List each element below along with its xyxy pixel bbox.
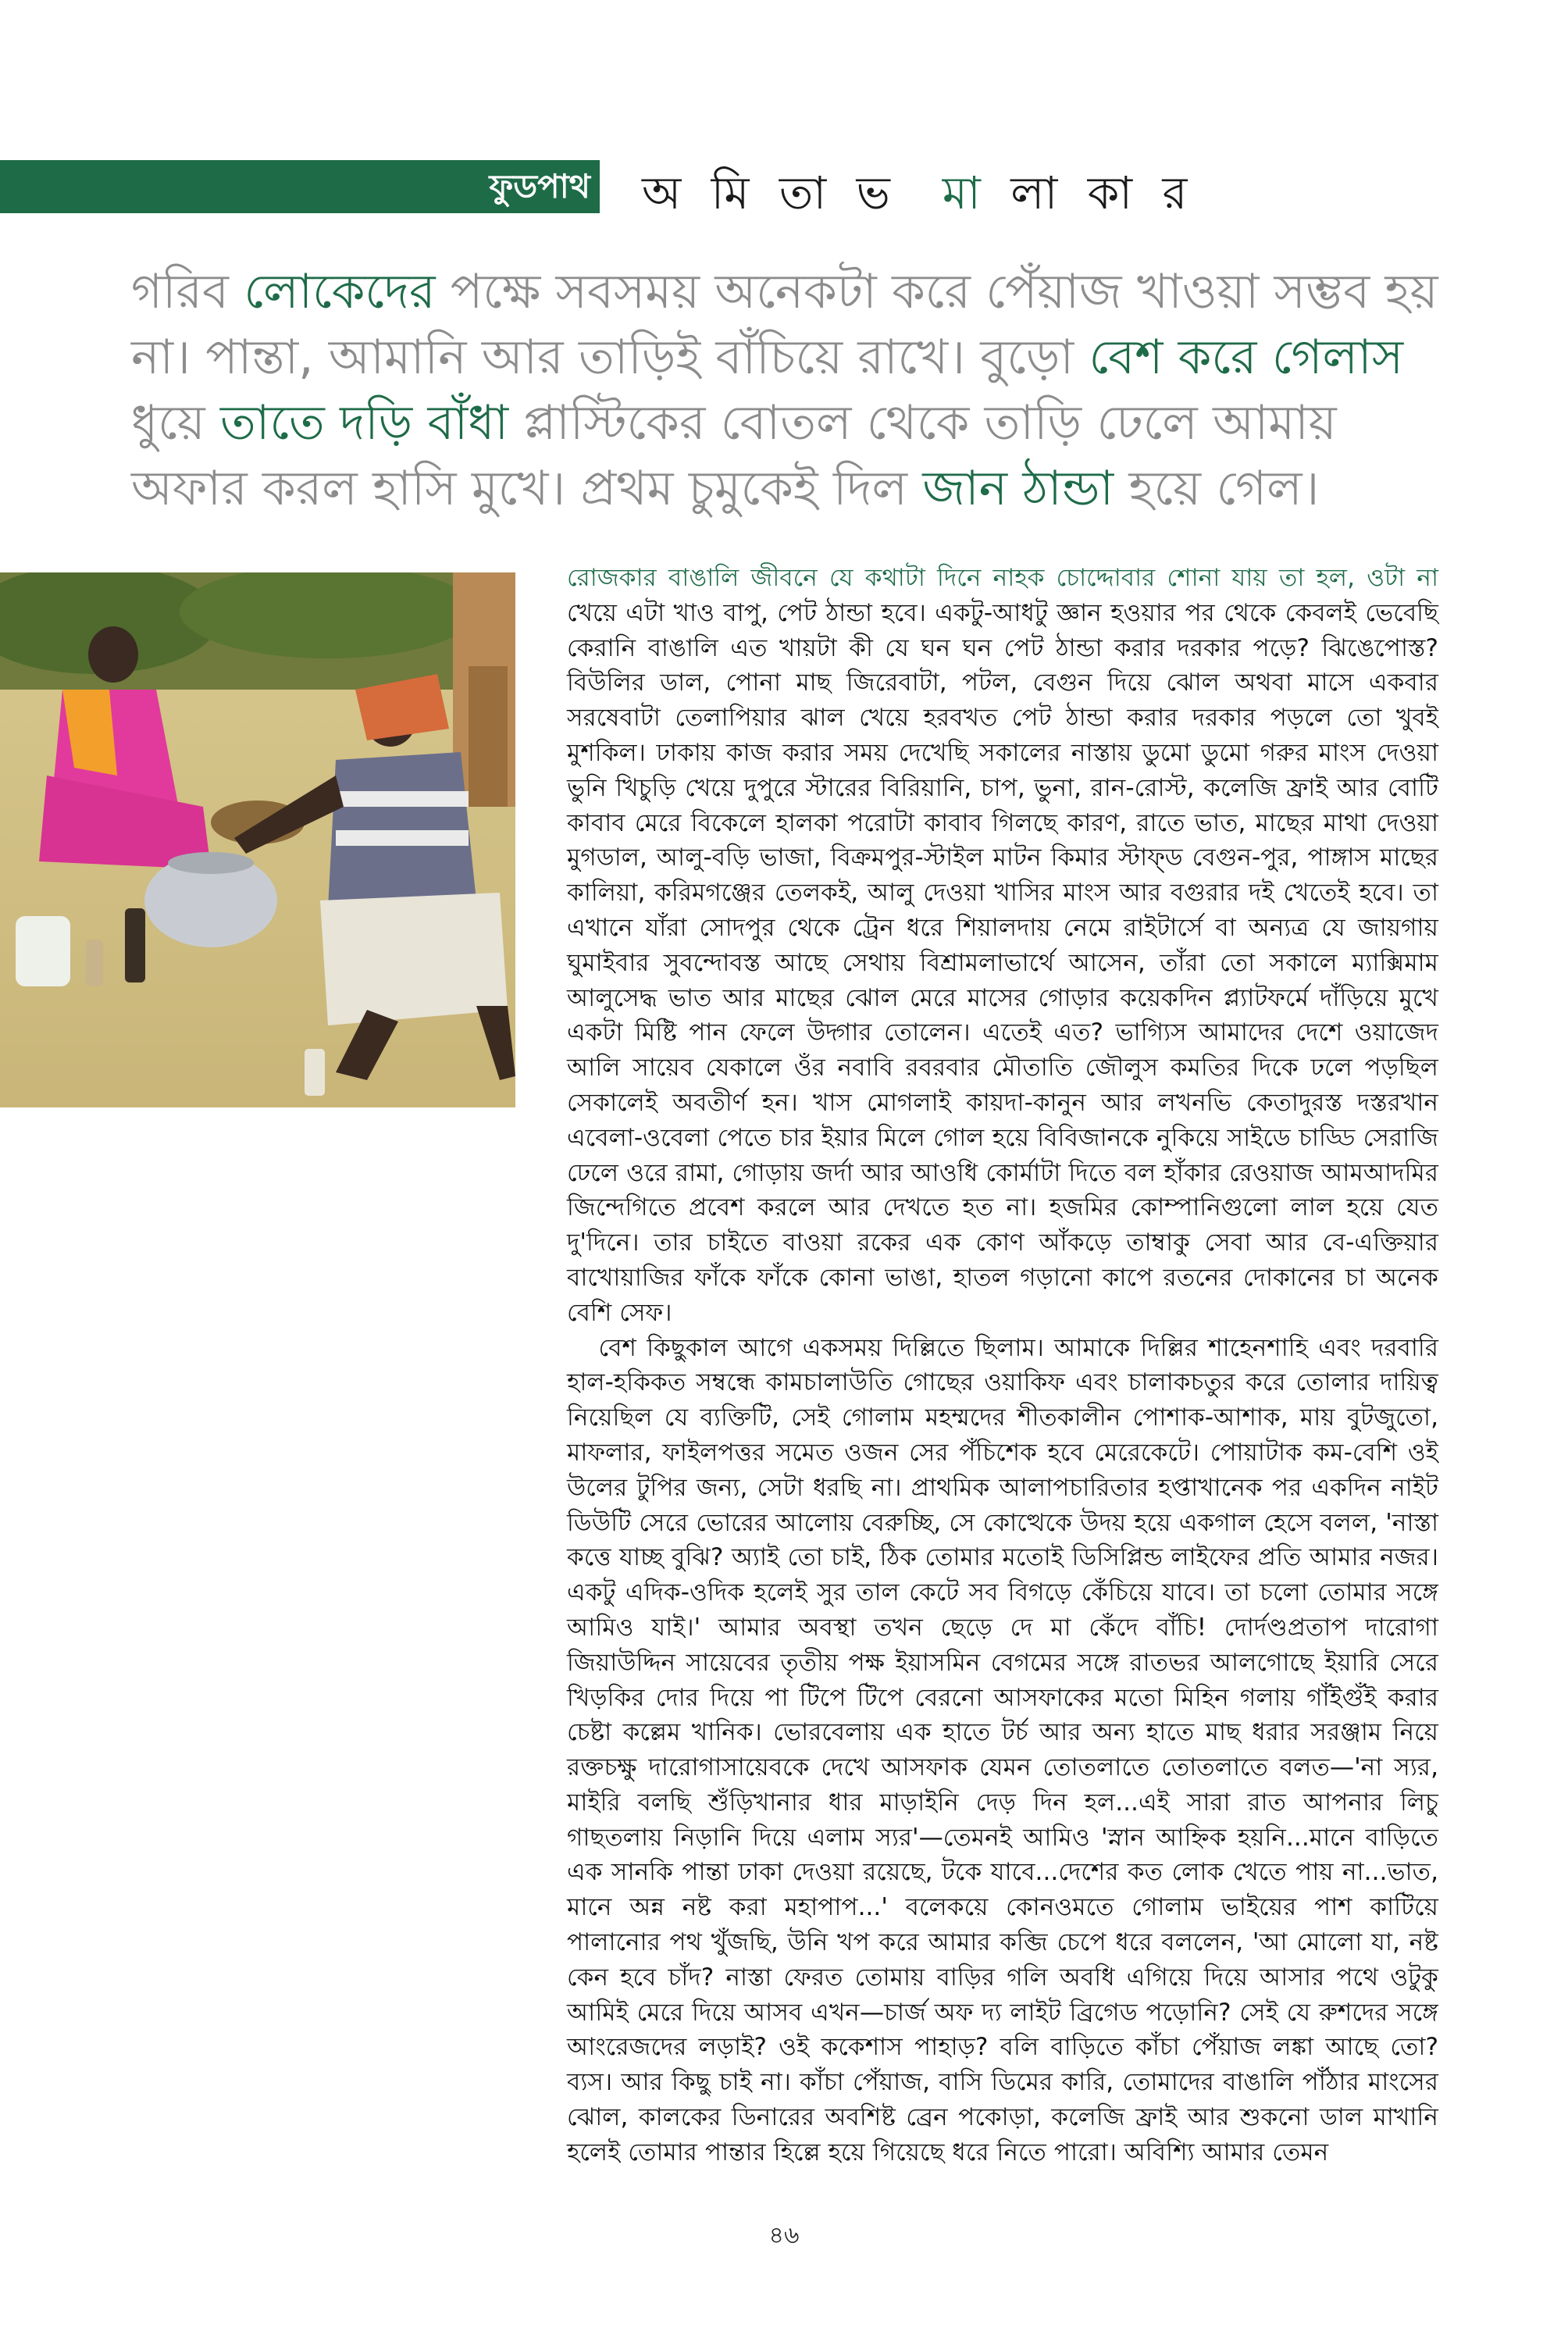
- pull-quote: [131, 259, 1451, 522]
- pull-quote-text: প্লাস্টিকের বোতল থেকে তাড়ি ঢেলে আমায় অফার করল হাসি মুখে। প্রথম চুমুকেই দিল: [131, 395, 1337, 516]
- pull-quote-text: পক্ষে সবসময় অনেকটা করে পেঁয়াজ খাওয়া সম্ভব হয় না। পান্তা, আমানি আর তাড়িই বাঁচিয়ে রাখে। বুড়ো: [131, 264, 1438, 385]
- article-paragraph: [567, 561, 1438, 1331]
- pull-quote-emphasis: জান ঠান্ডা: [922, 461, 1114, 516]
- pull-quote-emphasis: বেশ করে গেলাস: [1089, 330, 1403, 385]
- page-number: ৪৬: [768, 2222, 800, 2249]
- article-photo: [0, 572, 515, 1107]
- section-banner: [0, 160, 600, 213]
- author-last-name-rest: লা কা র: [1010, 166, 1196, 219]
- pull-quote-emphasis: তাতে দড়ি বাঁধা: [220, 395, 509, 451]
- pull-quote-text: হয়ে গেল।: [1114, 461, 1320, 516]
- article-paragraph-1-text: খেয়ে এটা খাও বাপু, পেট ঠান্ডা হবে। একটু-আধটু জ্ঞান হওয়ার পর থেকে কেবলই ভেবেছি কেরানি বাঙালি এত খায়টা কী যে ঘন ঘন পেট ঠান্ডা করার দরকার পড়ে? ঝিঙেপোস্ত? বিউলির ডাল, পোনা মাছ জিরেবাটা, পটল, বেগুন দিয়ে ঝোল অথবা মাসে একবার সরষেবাটা তেলাপিয়ার ঝাল খেয়ে হরবখত পেট ঠান্ডা করার দরকার পড়লে তো খুবই মুশকিল। ঢাকায় কাজ করার সময় দেখেছি সকালের নাস্তায় ডুমো ডুমো গরুর মাংস দেওয়া ভুনি খিচুড়ি খেয়ে দুপুরে স্টারের বিরিয়ানি, চাপ, ভুনা, রান-রোস্ট, কলেজি ফ্রাই আর বোটি কাবাব মেরে বিকেলে হালকা পরোটা কাবাব গিলছে কারণ, রাতে ভাত, মাছের মাথা দেওয়া মুগডাল, আলু-বড়ি ভাজা, বিক্রমপুর-স্টাইল মাটন কিমার স্টাফ্‌ড বেগুন-পুর, পাঙ্গাস মাছের কালিয়া, করিমগঞ্জের তেলকই, আলু দেওয়া খাসির মাংস আর বগুরার দই খেতেই হবে। তা এখানে যাঁরা সোদপুর থেকে ট্রেন ধরে শিয়ালদায় নেমে রাইটার্সে বা অন্যত্র যে জায়গায় ঘুমাইবার সুবন্দোবস্ত আছে সেথায় বিশ্রামলাভার্থে আসেন, তাঁরা তো সকালে ম্যাক্সিমাম আলুসেদ্ধ ভাত আর মাছের ঝোল মেরে মাসের গোড়ার কয়েকদিন প্ল্যাটফর্মে দাঁড়িয়ে মুখে একটা মিষ্টি পান ফেলে উদ্গার তোলেন। এতেই এত? ভাগ্যিস আমাদের দেশে ওয়াজেদ আলি সায়েব যেকালে ওঁর নবাবি রবরবার মৌতাতি জৌলুস কমতির দিকে ঢলে পড়ছিল সেকালেই অবতীর্ণ হন। খাস মোগলাই কায়দা-কানুন আর লখনভি কেতাদুরস্ত দস্তরখান এবেলা-ওবেলা পেতে চার ইয়ার মিলে গোল হয়ে বিবিজানকে নুকিয়ে সাইডে চাড্ডি সেরাজি ঢেলে ওরে রামা, গোড়ায় জর্দা আর আওধি কোর্মাটা দিতে বল হাঁকার রেওয়াজ আমআদমির জিন্দেগিতে প্রবেশ করলে আর দেখতে হত না। হজমির কোম্পানিগুলো লাল হয়ে যেত দু'দিনে। তার চাইতে বাওয়া রকের এক কোণ আঁকড়ে তাম্বাকু সেবা আর বে-এক্তিয়ার বাখোয়াজির ফাঁকে ফাঁকে কোনা ভাঙা, হাতল গড়ানো কাপে রতনের দোকানের চা অনেক বেশি সেফ।: [567, 598, 1438, 1327]
- article-body: [567, 561, 1438, 2170]
- author-last-name-accent: মা: [942, 166, 989, 219]
- article-lead-text: রোজকার বাঙালি জীবনে যে কথাটা দিনে নাহক চোদ্দোবার শোনা যায় তা হল, ওটা না: [567, 564, 1438, 592]
- author-byline: [642, 166, 1195, 220]
- article-paragraph: বেশ কিছুকাল আগে একসময় দিল্লিতে ছিলাম। আমাকে দিল্লির শাহেনশাহি এবং দরবারি হাল-হকিকত সম্বন্ধে কামচালাউতি গোছের ওয়াকিফ এবং চালাকচতুর করে তোলার দায়িত্ব নিয়েছিল যে ব্যক্তিটি, সেই গোলাম মহম্মদের শীতকালীন পোশাক-আশাক, মায় বুটজুতো, মাফলার, ফাইলপত্তর সমেত ওজন সের পঁচিশেক হবে মেরেকেটে। পোয়াটাক কম-বেশি ওই উলের টুপির জন্য, সেটা ধরছি না। প্রাথমিক আলাপচারিতার হপ্তাখানেক পর একদিন নাইট ডিউটি সেরে ভোরের আলোয় বেরুচ্ছি, সে কোত্থেকে উদয় হয়ে একগাল হেসে বলল, 'নাস্তা কত্তে যাচ্ছ বুঝি? অ্যাই তো চাই, ঠিক তোমার মতোই ডিসিপ্লিন্ড লাইফের প্রতি আমার নজর। একটু এদিক-ওদিক হলেই সুর তাল কেটে সব বিগড়ে কেঁচিয়ে যাবে। তা চলো তোমার সঙ্গে আমিও যাই।' আমার অবস্থা তখন ছেড়ে দে মা কেঁদে বাঁচি! দোর্দণ্ডপ্রতাপ দারোগা জিয়াউদ্দিন সায়েবের তৃতীয় পক্ষ ইয়াসমিন বেগমের সঙ্গে রাতভর আলগোছে ইয়ারি সেরে খিড়কির দোর দিয়ে পা টিপে টিপে বেরনো আসফাকের মতো মিহিন গলায় গাঁইগুঁই করার চেষ্টা কল্লেম খানিক। ভোরবেলায় এক হাতে টর্চ আর অন্য হাতে মাছ ধরার সরঞ্জাম নিয়ে রক্তচক্ষু দারোগাসায়েবকে দেখে আসফাক যেমন তোতলাতে তোতলাতে বলত—'না স্যর, মাইরি বলছি শুঁড়িখানার ধার মাড়াইনি দেড় দিন হল...এই সারা রাত আপনার লিচু গাছতলায় নিড়ানি দিয়ে এলাম স্যর'—তেমনই আমিও 'স্নান আহ্নিক হয়নি...মানে বাড়িতে এক সানকি পান্তা ঢাকা দেওয়া রয়েছে, টকে যাবে...দেশের কত লোক খেতে পায় না...ভাত, মানে অন্ন নষ্ট করা মহাপাপ...' বলেকয়ে কোনওমতে গোলাম ভাইয়ের পাশ কাটিয়ে পালানোর পথ খুঁজছি, উনি খপ করে আমার কব্জি চেপে ধরে বললেন, 'আ মোলো যা, নষ্ট কেন হবে চাঁদ? নাস্তা ফেরত তোমায় বাড়ির গলি অবধি এগিয়ে দিয়ে আসার পথে ওটুকু আমিই মেরে দিয়ে আসব এখন—চার্জ অফ দ্য লাইট ব্রিগেড পড়োনি? সেই যে রুশদের সঙ্গে আংরেজদের লড়াই? ওই ককেশাস পাহাড়? বলি বাড়িতে কাঁচা পেঁয়াজ লঙ্কা আছে তো? ব্যস। আর কিছু চাই না। কাঁচা পেঁয়াজ, বাসি ডিমের কারি, তোমাদের বাঙালি পাঁঠার মাংসের ঝোল, কালকের ডিনারের অবশিষ্ট ব্রেন পকোড়া, কলেজি ফ্রাই আর শুকনো ডাল মাখানি হলেই তোমার পান্তার হিল্লে হয়ে গিয়েছে ধরে নিতে পারো। অবিশ্যি আমার তেমন: [567, 1333, 1438, 2166]
- pull-quote-text: গরিব: [131, 264, 244, 319]
- pull-quote-emphasis: লোকেদের: [244, 264, 436, 319]
- pull-quote-text: ধুয়ে: [131, 395, 221, 451]
- section-label: ফুডপাথ: [489, 167, 590, 205]
- author-first-name: অ মি তা ভ: [642, 166, 898, 219]
